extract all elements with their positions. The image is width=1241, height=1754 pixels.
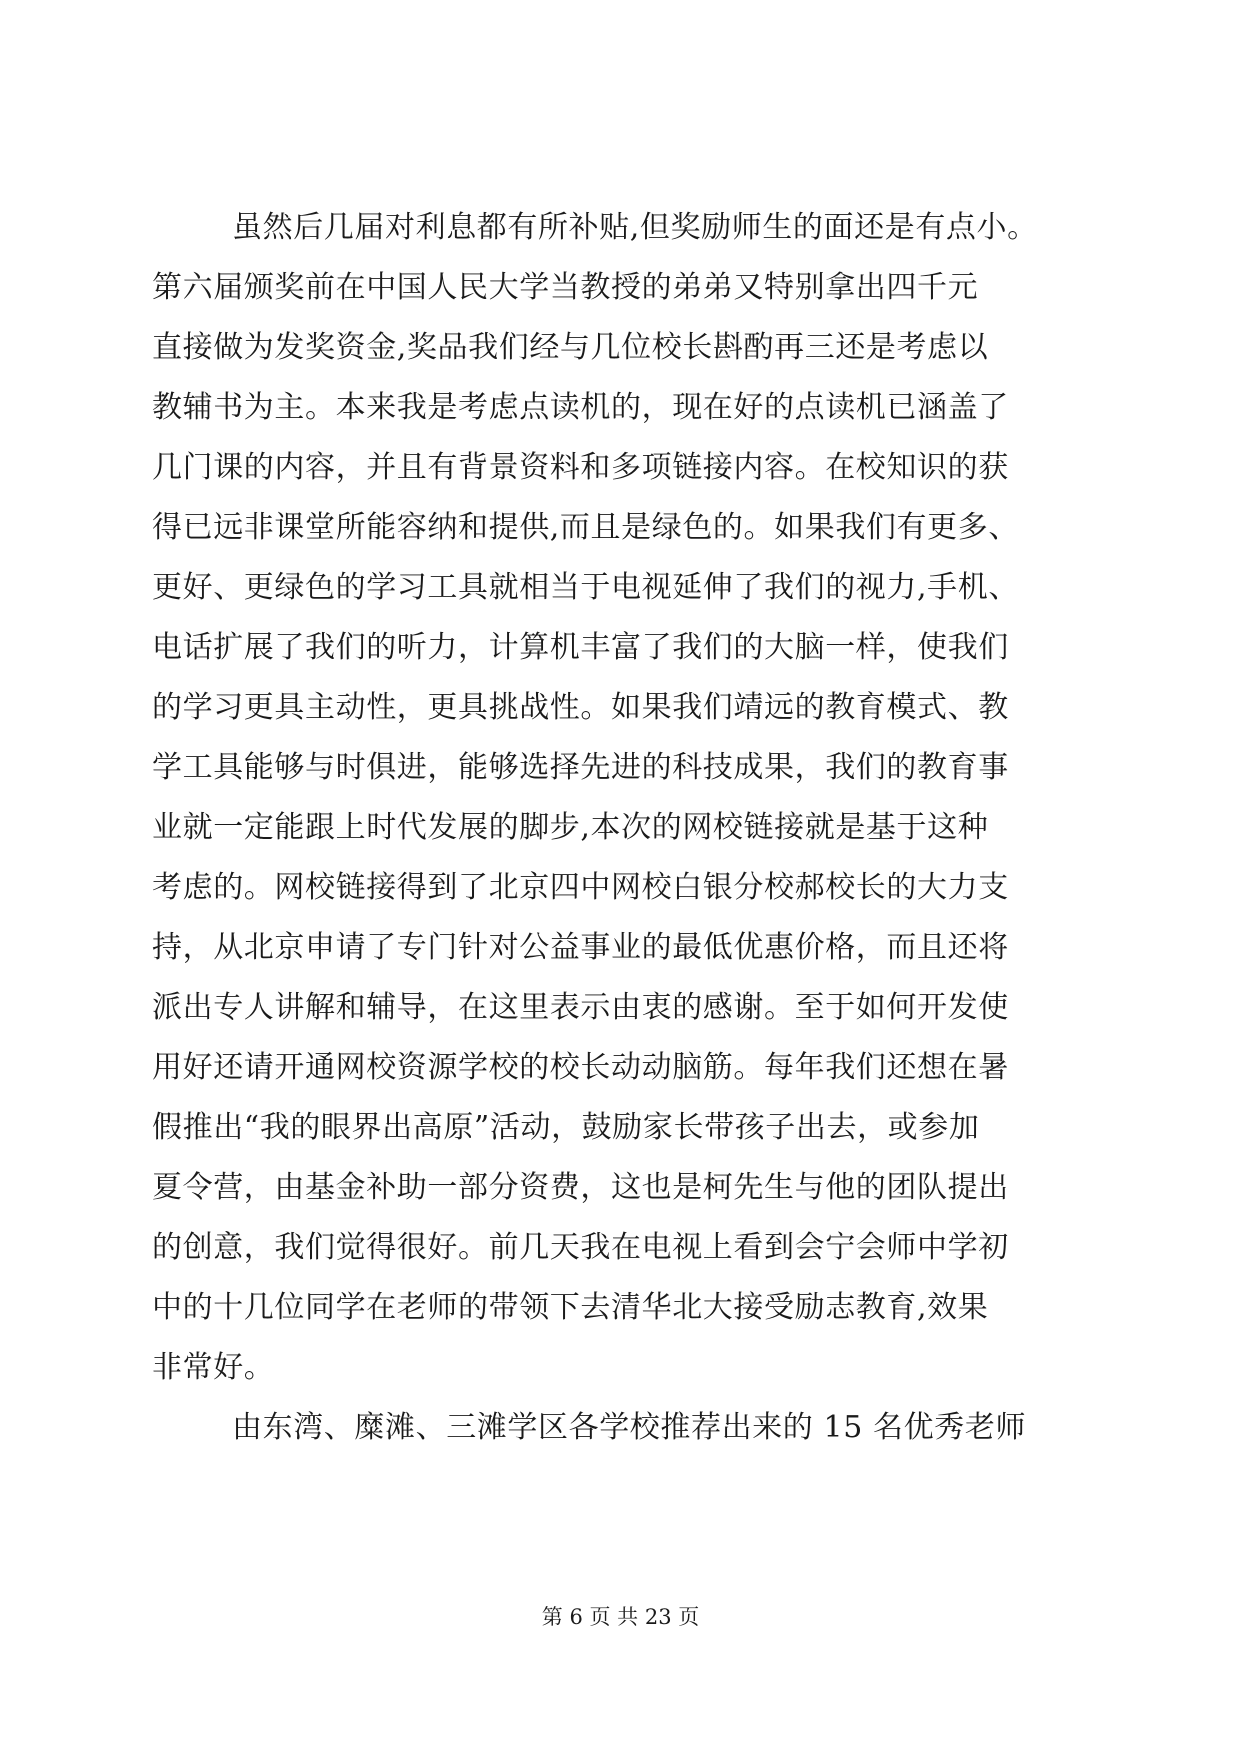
- paragraph-line: 非常好。: [152, 1350, 275, 1385]
- paragraph-line: 中的十几位同学在老师的带领下去清华北大接受励志教育,效果: [152, 1290, 989, 1325]
- paragraph-line: 用好还请开通网校资源学校的校长动动脑筋。每年我们还想在暑: [152, 1050, 1009, 1085]
- paragraph-line: 的学习更具主动性，更具挑战性。如果我们靖远的教育模式、教: [152, 690, 1009, 725]
- paragraph-line: 由东湾、糜滩、三滩学区各学校推荐出来的 15 名优秀老师: [232, 1410, 1027, 1445]
- paragraph-line: 更好、更绿色的学习工具就相当于电视延伸了我们的视力,手机、: [152, 570, 1019, 605]
- paragraph-line: 的创意，我们觉得很好。前几天我在电视上看到会宁会师中学初: [152, 1230, 1009, 1265]
- paragraph-line: 持，从北京申请了专门针对公益事业的最低优惠价格，而且还将: [152, 930, 1009, 965]
- paragraph-line: 虽然后几届对利息都有所补贴,但奖励师生的面还是有点小。: [232, 210, 1038, 245]
- paragraph-line: 电话扩展了我们的听力，计算机丰富了我们的大脑一样，使我们: [152, 630, 1009, 665]
- page-number-footer: 第 6 页 共 23 页: [541, 1605, 700, 1629]
- paragraph-line: 教辅书为主。本来我是考虑点读机的，现在好的点读机已涵盖了: [152, 390, 1009, 425]
- paragraph-line: 考虑的。网校链接得到了北京四中网校白银分校郝校长的大力支: [152, 870, 1009, 905]
- paragraph-line: 直接做为发奖资金,奖品我们经与几位校长斟酌再三还是考虑以: [152, 330, 989, 365]
- paragraph-line: 得已远非课堂所能容纳和提供,而且是绿色的。如果我们有更多、: [152, 510, 1019, 545]
- paragraph-line: 假推出“我的眼界出高原”活动，鼓励家长带孩子出去，或参加: [152, 1110, 980, 1145]
- paragraph-line: 几门课的内容，并且有背景资料和多项链接内容。在校知识的获: [152, 450, 1009, 485]
- body-text: [152, 198, 1092, 1458]
- paragraph-line: 夏令营，由基金补助一部分资费，这也是柯先生与他的团队提出: [152, 1170, 1009, 1205]
- paragraph-line: 派出专人讲解和辅导，在这里表示由衷的感谢。至于如何开发使: [152, 990, 1009, 1025]
- paragraph-line: 第六届颁奖前在中国人民大学当教授的弟弟又特别拿出四千元: [152, 270, 979, 305]
- paragraph-line: 业就一定能跟上时代发展的脚步,本次的网校链接就是基于这种: [152, 810, 989, 845]
- paragraph-line: 学工具能够与时俱进，能够选择先进的科技成果，我们的教育事: [152, 750, 1009, 785]
